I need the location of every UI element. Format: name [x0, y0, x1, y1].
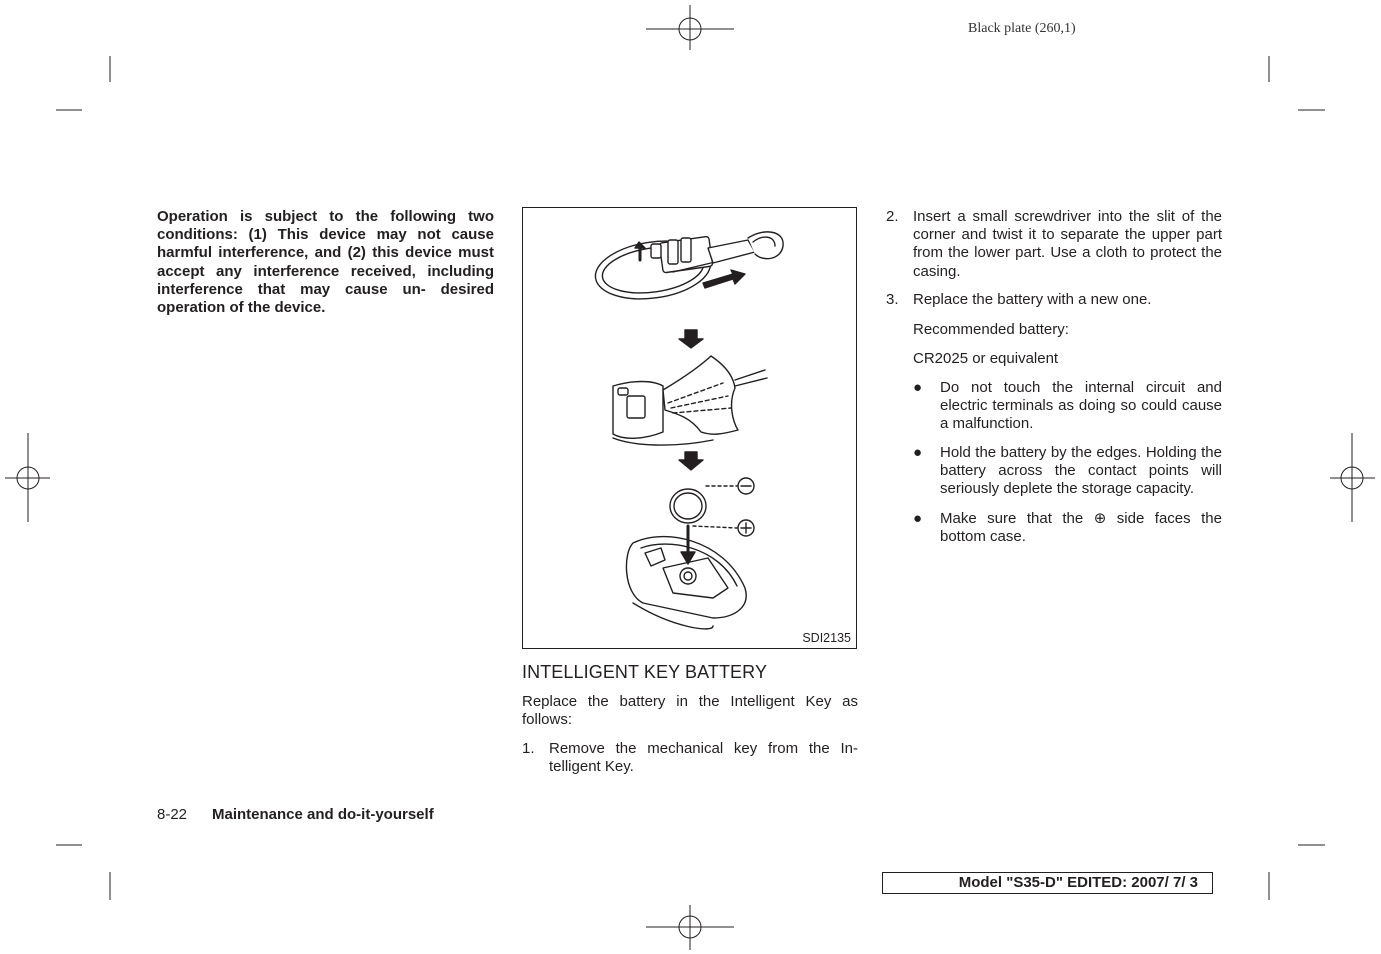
battery-insertion-drawing: [626, 478, 754, 629]
bullet-icon: ●: [913, 379, 923, 396]
bullet-item: [913, 444, 1222, 499]
recommended-battery-label: Recommended battery:: [913, 321, 1069, 338]
figure-code: SDI2135: [802, 631, 851, 645]
step-text: Insert a small screwdriver into the slit of the corner and twist it to separate the upper part from the lower part. Use a cloth to protect the casing.: [913, 208, 1222, 280]
fcc-notice: Operation is subject to the following two conditions: (1) This device may not cause harmful interference, and (2) this device must accept any interference received, including interference that may cause un- desired operation of the device.: [157, 208, 494, 317]
page-number: 8-22: [157, 806, 188, 823]
bullet-text: Hold the battery by the edges. Holding the battery across the contact points will seriously deplete the storage capacity.: [940, 444, 1222, 498]
step-1: [522, 740, 858, 776]
battery-replacement-figure: [522, 207, 857, 649]
step-text: Replace the battery with a new one.: [913, 291, 1152, 308]
step-text: Remove the mechanical key from the In- telligent Key.: [549, 740, 858, 776]
battery-replacement-illustration: [523, 208, 858, 650]
bullet-icon: ●: [913, 510, 923, 527]
bullet-icon: ●: [913, 444, 923, 461]
intro-paragraph: Replace the battery in the Intelligent Key as follows:: [522, 693, 858, 729]
bullet-text: Make sure that the ⊕ side faces the bottom case.: [940, 510, 1222, 546]
bullet-item: [913, 379, 1222, 434]
step-number: 1.: [522, 740, 535, 757]
footer-section-title: Maintenance and do-it-yourself: [212, 806, 434, 823]
bullet-text: Do not touch the internal circuit and electric terminals as doing so could cause a malfunction.: [940, 379, 1222, 433]
arrow-down-icon: [679, 452, 703, 470]
bullet-item: [913, 510, 1222, 546]
section-heading: INTELLIGENT KEY BATTERY: [522, 662, 768, 682]
recommended-battery-value: CR2025 or equivalent: [913, 350, 1059, 367]
step-number: 2.: [886, 208, 899, 225]
key-removal-drawing: [592, 232, 783, 306]
step-3: [886, 291, 1222, 309]
step-number: 3.: [886, 291, 899, 308]
case-separation-drawing: [613, 356, 767, 445]
arrow-down-icon: [679, 330, 703, 348]
plate-label: Black plate (260,1): [968, 21, 1076, 36]
step-2: [886, 208, 1222, 281]
model-edited-box: Model "S35-D" EDITED: 2007/ 7/ 3: [882, 872, 1213, 894]
